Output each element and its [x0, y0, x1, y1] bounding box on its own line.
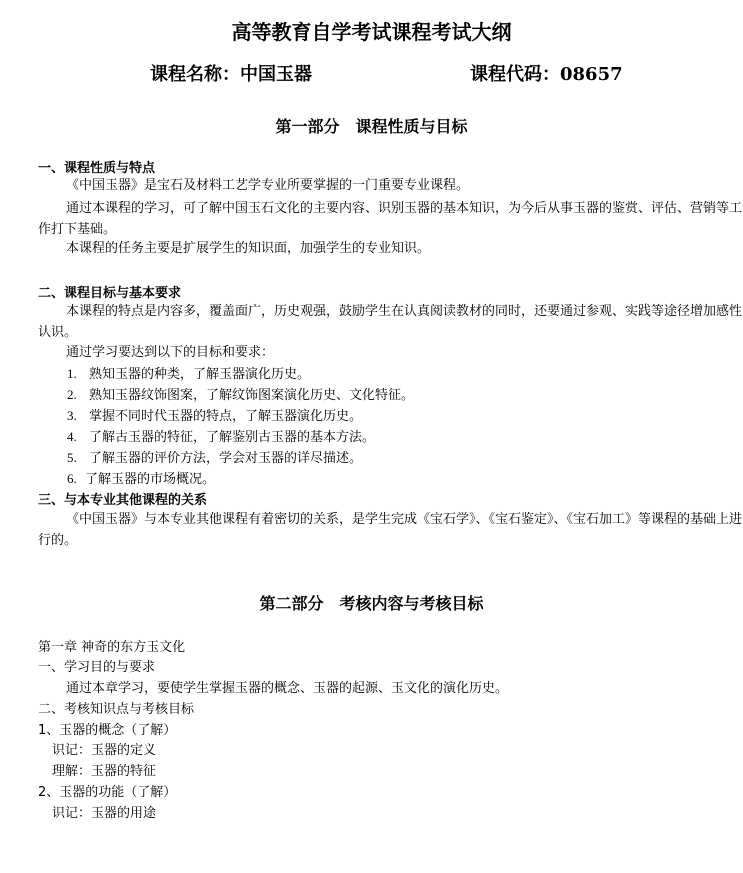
list-number: 1.: [67, 366, 77, 381]
list-text: 了解古玉器的特征，了解鉴别古玉器的基本方法。: [89, 430, 376, 445]
list-item: [67, 447, 362, 466]
list-text: 熟知玉器的种类，了解玉器演化历史。: [89, 367, 311, 382]
section-heading: 二、课程目标与基本要求: [38, 286, 182, 301]
part1-title: 第一部分 课程性质与目标: [275, 117, 468, 136]
list-item: [67, 363, 310, 382]
list-number: 2.: [67, 387, 77, 402]
list-text: 了解玉器的评价方法，学会对玉器的详尽描述。: [89, 451, 363, 466]
paragraph: 通过本课程的学习，可了解中国玉石文化的主要内容、识别玉器的基本知识，为今后从事玉器的鉴赏、评估、营销等工作打下基础。: [38, 201, 743, 237]
list-text: 熟知玉器纹饰图案，了解纹饰图案演化历史、文化特征。: [89, 388, 415, 403]
list-number: 6.: [67, 471, 77, 486]
list-text: 掌握不同时代玉器的特点，了解玉器演化历史。: [89, 409, 363, 424]
section-heading: 二、考核知识点与考核目标: [38, 702, 195, 717]
list-number: 5.: [67, 450, 77, 465]
paragraph: 通过本章学习，要使学生掌握玉器的概念、玉器的起源、玉文化的演化历史。: [66, 681, 509, 696]
list-number: 4.: [67, 429, 77, 444]
paragraph: 通过学习要达到以下的目标和要求：: [66, 345, 275, 360]
knowledge-point: 2、玉器的功能（了解）: [38, 785, 177, 800]
paragraph: 《中国玉器》是宝石及材料工艺学专业所要掌握的一门重要专业课程。: [66, 178, 470, 193]
knowledge-detail: 识记：玉器的用途: [52, 806, 157, 821]
knowledge-point: 1、玉器的概念（了解）: [38, 723, 177, 738]
part2-title: 第二部分 考核内容与考核目标: [259, 594, 484, 613]
section-heading: 三、与本专业其他课程的关系: [38, 493, 208, 508]
paragraph: 《中国玉器》与本专业其他课程有着密切的关系，是学生完成《宝石学》、《宝石鉴定》、《宝石加工》等课程的基础上进行的。: [38, 512, 743, 548]
knowledge-detail: 理解：玉器的特征: [52, 764, 157, 779]
section-heading: 一、学习目的与要求: [38, 660, 156, 675]
list-item: [67, 405, 362, 424]
list-item: [67, 468, 215, 487]
list-number: 3.: [67, 408, 77, 423]
course-code: 课程代码：08657: [470, 64, 623, 85]
section-heading: 一、课程性质与特点: [38, 161, 156, 176]
list-text: 了解玉器的市场概况。: [85, 472, 216, 487]
document-title: 高等教育自学考试课程考试大纲: [231, 20, 512, 44]
list-item: [67, 384, 414, 403]
paragraph: 本课程的任务主要是扩展学生的知识面，加强学生的专业知识。: [66, 241, 431, 256]
list-item: [67, 426, 375, 445]
paragraph: 本课程的特点是内容多，覆盖面广，历史观强，鼓励学生在认真阅读教材的同时，还要通过参观、实践等途径增加感性认识。: [38, 304, 743, 340]
knowledge-detail: 识记：玉器的定义: [52, 743, 157, 758]
chapter-title: 第一章 神奇的东方玉文化: [38, 640, 186, 655]
course-name: 课程名称：中国玉器: [150, 64, 312, 85]
